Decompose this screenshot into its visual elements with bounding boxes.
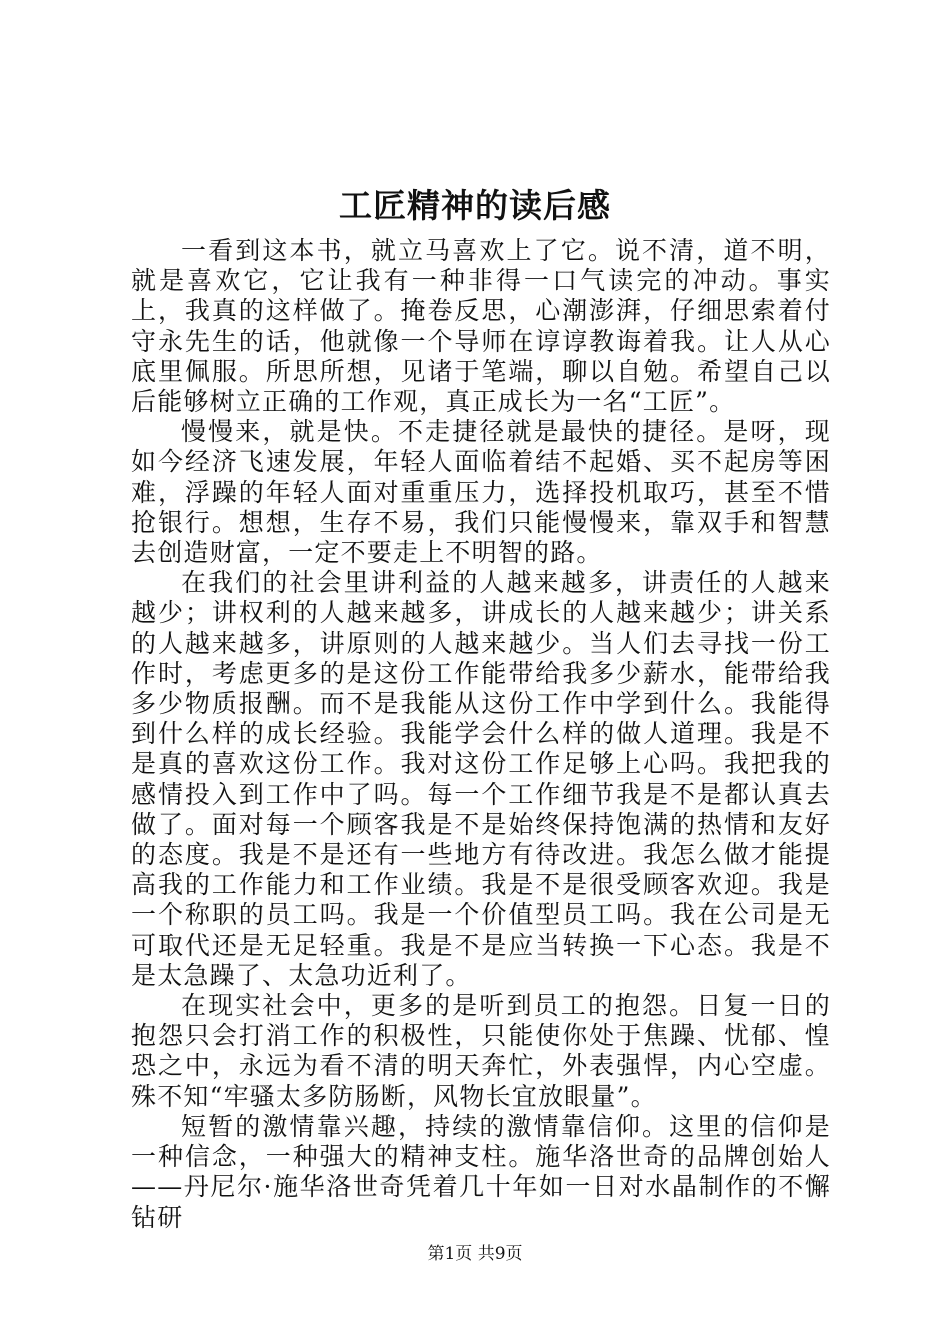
document-title: 工匠精神的读后感 — [339, 186, 611, 225]
paragraph-3: 在我们的社会里讲利益的人越来越多，讲责任的人越来越少；讲权利的人越来越多，讲成长的人越来越少；讲关系的人越来越多，讲原则的人越来越少。当人们去寻找一份工作时，考虑更多的是这份工作能带给我多少薪水，能带给我多少物质报酬。而不是我能从这份工作中学到什么。我能得到什么样的成长经验。我能学会什么样的做人道理。我是不是真的喜欢这份工作。我对这份工作足够上心吗。我把我的感情投入到工作中了吗。每一个工作细节我是不是都认真去做了。面对每一个顾客我是不是始终保持饱满的热情和友好的态度。我是不是还有一些地方有待改进。我怎么做才能提高我的工作能力和工作业绩。我是不是很受顾客欢迎。我是一个称职的员工吗。我是一个价值型员工吗。我在公司是无可取代还是无足轻重。我是不是应当转换一下心态。我是不是太急躁了、太急功近利了。 — [131, 568, 831, 990]
paragraph-1: 一看到这本书，就立马喜欢上了它。说不清，道不明，就是喜欢它，它让我有一种非得一口气读完的冲动。事实上，我真的这样做了。掩卷反思，心潮澎湃，仔细思索着付守永先生的话，他就像一个导师在谆谆教诲着我。让人从心底里佩服。所思所想，见诸于笔端，聊以自勉。希望自己以后能够树立正确的工作观，真正成长为一名“工匠”。 — [131, 236, 831, 417]
paragraph-5: 短暂的激情靠兴趣，持续的激情靠信仰。这里的信仰是一种信念，一种强大的精神支柱。施华洛世奇的品牌创始人——丹尼尔·施华洛世奇凭着几十年如一日对水晶制作的不懈钻研 — [131, 1111, 831, 1232]
paragraph-2: 慢慢来，就是快。不走捷径就是最快的捷径。是呀，现如今经济飞速发展，年轻人面临着结不起婚、买不起房等困难，浮躁的年轻人面对重重压力，选择投机取巧，甚至不惜抢银行。想想，生存不易，我们只能慢慢来，靠双手和智慧去创造财富，一定不要走上不明智的路。 — [131, 417, 831, 568]
paragraph-4: 在现实社会中，更多的是听到员工的抱怨。日复一日的抱怨只会打消工作的积极性，只能使你处于焦躁、忧郁、惶恐之中，永远为看不清的明天奔忙，外表强悍，内心空虚。殊不知“牢骚太多防肠断，风物长宜放眼量”。 — [131, 991, 831, 1111]
page-number-footer: 第1页 共9页 — [427, 1244, 523, 1264]
document-body — [131, 236, 831, 1233]
